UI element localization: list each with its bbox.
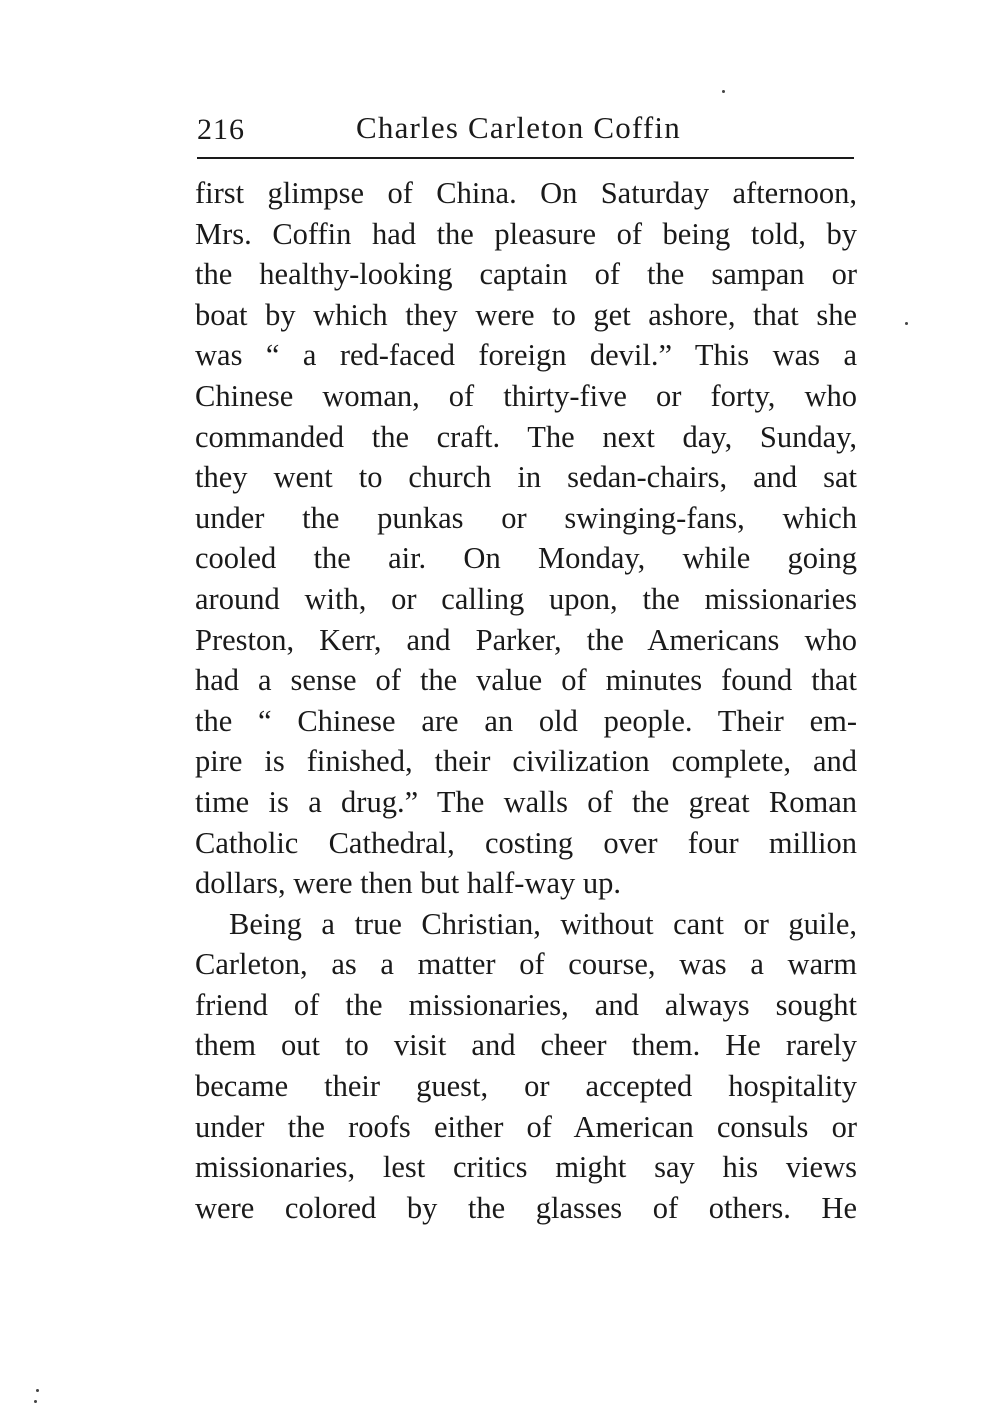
text-line: Mrs. Coffin had the pleasure of being told, by (195, 216, 857, 251)
text-line: boat by which they were to get ashore, that she (195, 297, 857, 332)
running-head-title: Charles Carleton Coffin (356, 110, 681, 145)
header-rule (197, 157, 854, 159)
text-line: Carleton, as a matter of course, was a warm (195, 947, 857, 982)
text-line: under the punkas or swinging-fans, which (195, 500, 857, 535)
running-head (197, 104, 855, 154)
scan-speck (36, 1389, 39, 1392)
text-line: dollars, were then but half-way up. (195, 866, 622, 901)
text-line: under the roofs either of American consuls or (195, 1109, 857, 1144)
text-line: around with, or calling upon, the missionaries (195, 581, 857, 616)
text-line: pire is finished, their civilization complete, and (195, 744, 857, 779)
text-line: cooled the air. On Monday, while going (195, 541, 857, 576)
page-number: 216 (197, 113, 245, 146)
text-line: were colored by the glasses of others. He (195, 1190, 857, 1225)
scan-speck (34, 1400, 37, 1403)
scan-speck (722, 90, 725, 93)
text-line: first glimpse of China. On Saturday afternoon, (195, 176, 857, 210)
text-line: them out to visit and cheer them. He rarely (195, 1028, 857, 1063)
text-line: Being a true Christian, without cant or guile, (229, 906, 857, 941)
text-line: the healthy-looking captain of the sampan or (195, 257, 857, 292)
text-line: friend of the missionaries, and always sought (195, 987, 857, 1022)
text-line: missionaries, lest critics might say his views (195, 1150, 857, 1185)
text-line: the “ Chinese are an old people. Their em- (195, 703, 857, 738)
text-line: became their guest, or accepted hospitality (195, 1069, 857, 1104)
text-line: had a sense of the value of minutes found that (195, 663, 857, 698)
text-line: commanded the craft. The next day, Sunday, (195, 419, 857, 454)
text-line: time is a drug.” The walls of the great Roman (195, 784, 857, 819)
text-line: they went to church in sedan-chairs, and sat (195, 460, 857, 495)
text-line: Chinese woman, of thirty-five or forty, who (195, 378, 857, 413)
scan-speck (905, 322, 908, 325)
body-text (195, 173, 857, 1228)
text-line: Preston, Kerr, and Parker, the Americans who (195, 622, 857, 657)
text-line: Catholic Cathedral, costing over four million (195, 825, 857, 860)
text-line: was “ a red-faced foreign devil.” This was a (195, 338, 857, 373)
